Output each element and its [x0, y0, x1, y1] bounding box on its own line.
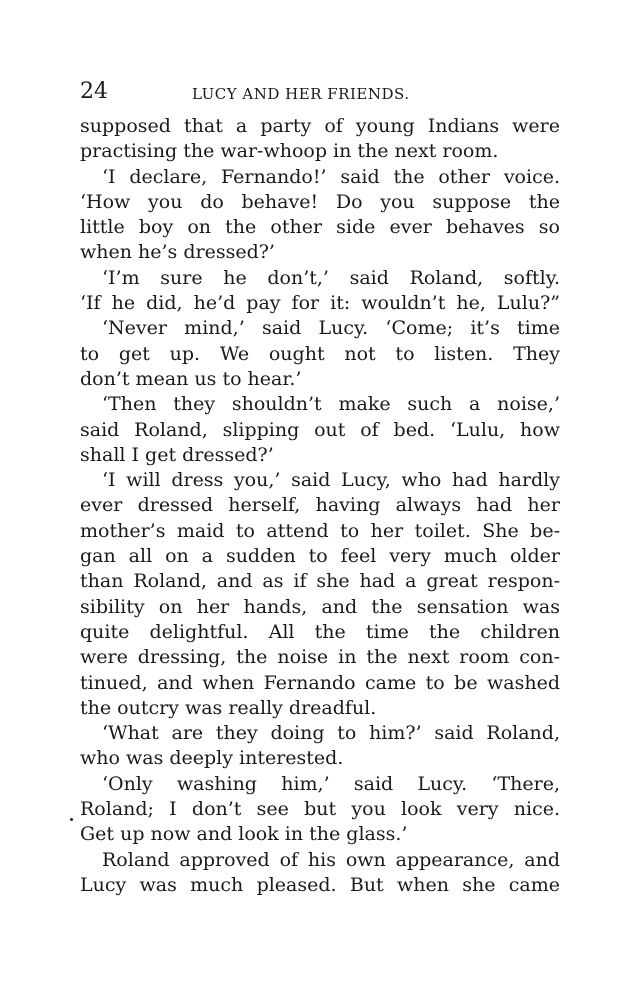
- page-number: 24: [80, 79, 108, 104]
- text-line: shall I get dressed?’: [80, 443, 274, 466]
- text-line: don’t mean us to hear.’: [80, 367, 302, 390]
- text-line: who was deeply interested.: [80, 747, 344, 770]
- text-line: ‘If he did, he’d pay for it: wouldn’t he, Lulu?”: [80, 292, 560, 315]
- text-line: sibility on her hands, and the sensation was: [80, 595, 560, 618]
- text-line: were dressing, the noise in the next room con-: [80, 646, 560, 669]
- text-line: little boy on the other side ever behaves so: [80, 216, 560, 239]
- text-line: ‘Never mind,’ said Lucy. ‘Come; it’s time: [102, 317, 560, 340]
- page-header: [80, 78, 540, 108]
- text-line: to get up. We ought not to listen. They: [80, 342, 560, 365]
- text-line: gan all on a sudden to feel very much older: [80, 545, 560, 568]
- text-line: when he’s dressed?’: [80, 241, 275, 264]
- text-line: ‘How you do behave! Do you suppose the: [80, 190, 560, 213]
- text-line: ‘I’m sure he don’t,’ said Roland, softly.: [102, 266, 560, 289]
- text-line: ‘Only washing him,’ said Lucy. ‘There,: [102, 772, 560, 795]
- text-line: ‘I will dress you,’ said Lucy, who had hardly: [102, 469, 560, 492]
- text-line: ‘Then they shouldn’t make such a noise,’: [102, 393, 560, 416]
- text-line: tinued, and when Fernando came to be washed: [80, 671, 560, 694]
- text-line: supposed that a party of young Indians were: [80, 115, 560, 137]
- text-line: Roland; I don’t see but you look very nice.: [80, 798, 560, 821]
- text-line: ever dressed herself, having always had her: [80, 494, 560, 517]
- ink-speck: [70, 818, 73, 821]
- text-line: ‘I declare, Fernando!’ said the other voice.: [102, 165, 560, 188]
- text-line: the outcry was really dreadful.: [80, 696, 377, 719]
- text-line: Lucy was much pleased. But when she came: [80, 873, 560, 896]
- text-line: said Roland, slipping out of bed. ‘Lulu, how: [80, 418, 560, 441]
- text-line: ‘What are they doing to him?’ said Roland,: [102, 722, 560, 745]
- text-line: practising the war-whoop in the next room.: [80, 140, 499, 163]
- running-head: LUCY AND HER FRIENDS.: [192, 85, 410, 103]
- text-line: quite delightful. All the time the children: [80, 620, 560, 643]
- text-line: Get up now and look in the glass.’: [80, 823, 408, 846]
- body-text: [80, 114, 560, 898]
- text-line: mother’s maid to attend to her toilet. She be-: [80, 519, 560, 542]
- text-line: Roland approved of his own appearance, and: [102, 848, 560, 871]
- text-line: than Roland, and as if she had a great respon-: [80, 570, 560, 593]
